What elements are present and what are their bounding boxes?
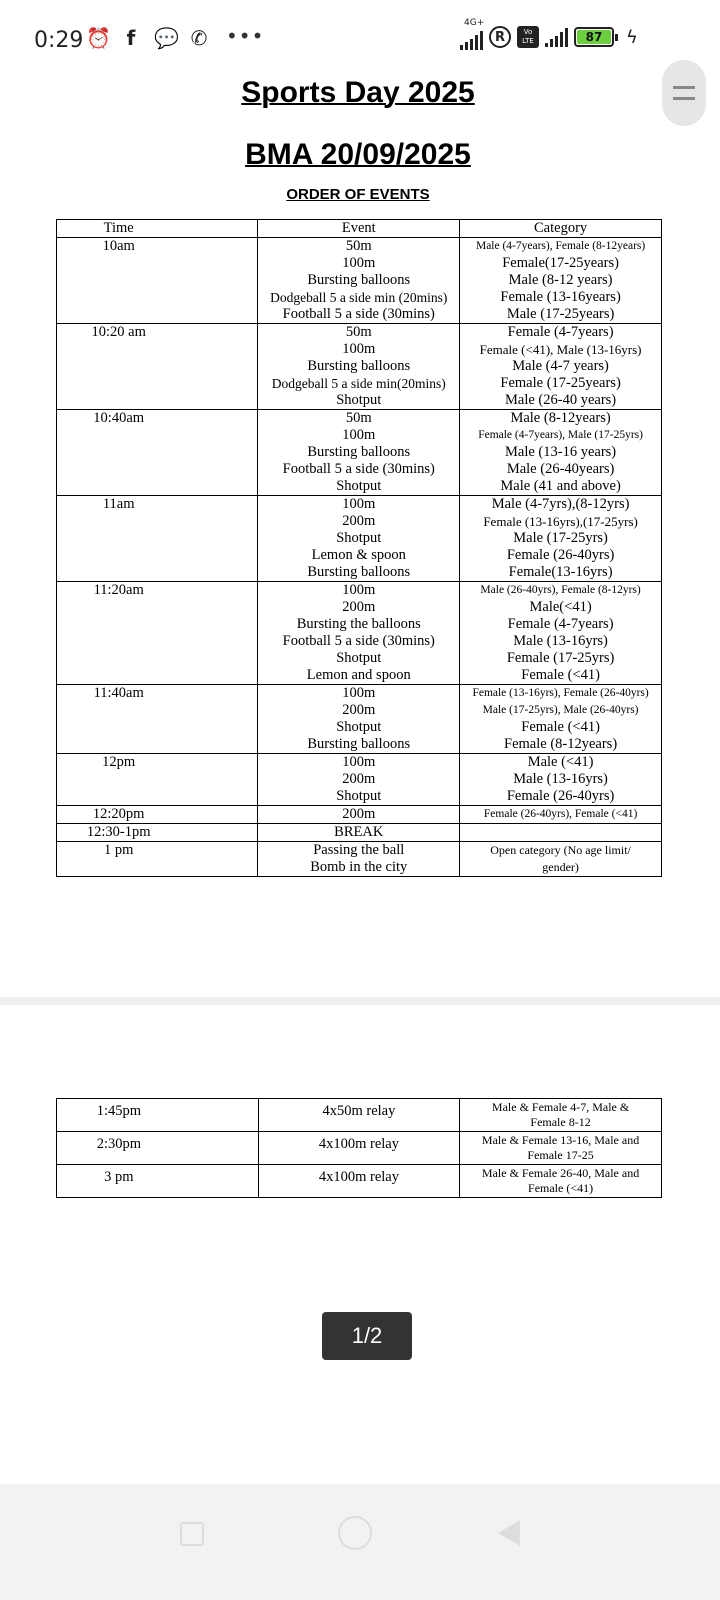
- row-categories: [460, 842, 662, 877]
- event-name: Bomb in the city: [310, 859, 408, 875]
- row-categories: [460, 496, 662, 582]
- table-row: [57, 1132, 662, 1165]
- category-label: Female(13-16yrs): [508, 564, 613, 580]
- more-dots-icon: •••: [226, 24, 265, 48]
- category-label: Male (4-7years), Female (8-12years): [475, 240, 646, 252]
- category-label: Female (17-25yrs): [506, 650, 615, 666]
- category-label: Female 17-25: [527, 1148, 594, 1162]
- category-label: Female (4-7years): [507, 324, 614, 340]
- volte-icon: Vo LTE: [517, 26, 539, 48]
- page-separator: [0, 997, 720, 1005]
- battery-level: 87: [577, 30, 611, 44]
- event-name: Bursting balloons: [307, 564, 411, 580]
- messenger-icon: 💬: [154, 26, 179, 50]
- category-label: Male (26-40years): [506, 461, 615, 477]
- event-name: Bursting balloons: [307, 272, 411, 288]
- event-name: 200m: [342, 702, 376, 718]
- row-event: 4x100m relay: [258, 1132, 459, 1165]
- event-name: Passing the ball: [313, 842, 405, 858]
- row-events: [258, 824, 460, 842]
- category-label: Male (4-7yrs),(8-12yrs): [491, 496, 630, 512]
- category-label: Male (8-12years): [510, 410, 611, 426]
- event-name: Lemon & spoon: [311, 547, 406, 563]
- event-name: 50m: [345, 324, 372, 340]
- row-events: [258, 410, 460, 496]
- row-categories: [460, 582, 662, 685]
- row-events: [258, 582, 460, 685]
- row-categories: [460, 410, 662, 496]
- page-indicator: 1/2: [322, 1312, 412, 1360]
- row-categories: [460, 685, 662, 754]
- row-events: [258, 238, 460, 324]
- table-row: [57, 1165, 662, 1198]
- row-time: 11:40am: [57, 685, 258, 754]
- category-label: Female (13-16years): [500, 289, 621, 305]
- row-categories: [460, 824, 662, 842]
- row-time: 11am: [57, 496, 258, 582]
- recent-apps-icon[interactable]: [180, 1522, 204, 1546]
- table-row: [57, 410, 662, 496]
- event-name: Dodgeball 5 a side min(20mins): [271, 376, 446, 391]
- row-time: 2:30pm: [57, 1132, 259, 1165]
- row-categories: [460, 324, 662, 410]
- category-label: gender): [542, 860, 579, 874]
- table-header-row: [57, 220, 662, 238]
- back-icon[interactable]: [498, 1520, 520, 1546]
- category-label: Female (4-7years): [507, 616, 614, 632]
- event-name: 50m: [345, 238, 372, 254]
- row-events: [258, 324, 460, 410]
- row-events: [258, 754, 460, 806]
- category-label: Female (4-7years), Male (17-25yrs): [478, 429, 643, 441]
- row-events: [258, 496, 460, 582]
- event-name: 50m: [345, 410, 372, 426]
- event-name: Football 5 a side (30mins): [282, 461, 435, 477]
- table-row: [57, 1099, 662, 1132]
- notification-icons: [86, 26, 210, 50]
- row-event: 4x50m relay: [258, 1099, 459, 1132]
- row-time: 1 pm: [57, 842, 258, 877]
- battery-icon: [574, 27, 614, 47]
- category-label: Male(<41): [529, 599, 592, 615]
- schedule-table: [56, 219, 662, 877]
- event-name: Football 5 a side (30mins): [282, 633, 435, 649]
- table-row: [57, 842, 662, 877]
- table-row: [57, 806, 662, 824]
- category-label: Male (26-40 years): [505, 392, 617, 408]
- event-name: 100m: [342, 496, 376, 512]
- category-label: Male (17-25years): [506, 306, 615, 322]
- table-row: [57, 754, 662, 806]
- row-time: 12pm: [57, 754, 258, 806]
- row-time: 11:20am: [57, 582, 258, 685]
- row-category: [460, 1099, 662, 1132]
- event-name: BREAK: [334, 824, 384, 840]
- roaming-icon: R: [489, 26, 511, 48]
- row-categories: [460, 754, 662, 806]
- category-label: Female (26-40yrs), Female (<41): [483, 808, 638, 820]
- row-time: 1:45pm: [57, 1099, 259, 1132]
- category-label: Male (17-25yrs): [513, 530, 608, 546]
- row-events: [258, 842, 460, 877]
- row-time: 10:40am: [57, 410, 258, 496]
- event-name: 100m: [342, 255, 376, 271]
- event-name: Shotput: [336, 392, 382, 408]
- category-label: Female (<41): [521, 719, 600, 735]
- row-time: 12:20pm: [57, 806, 258, 824]
- event-name: 200m: [342, 806, 376, 822]
- row-events: [258, 685, 460, 754]
- status-time: 0:29: [34, 28, 84, 53]
- facebook-icon: f: [126, 26, 136, 50]
- table-row: [57, 496, 662, 582]
- event-name: 200m: [342, 771, 376, 787]
- event-name: Bursting balloons: [307, 736, 411, 752]
- order-of-events-heading: ORDER OF EVENTS: [286, 186, 430, 203]
- category-label: Female (26-40yrs): [506, 788, 615, 804]
- row-categories: [460, 806, 662, 824]
- category-label: Male (41 and above): [500, 478, 621, 494]
- row-category: [460, 1165, 662, 1198]
- category-label: Male (4-7 years): [512, 358, 609, 374]
- row-time: 10:20 am: [57, 324, 258, 410]
- category-label: Female (26-40yrs): [506, 547, 615, 563]
- category-label: Male (8-12 years): [508, 272, 613, 288]
- charging-icon: ϟ: [626, 26, 638, 48]
- table-row: [57, 238, 662, 324]
- table-row: [57, 824, 662, 842]
- alarm-icon: ⏰: [86, 26, 111, 50]
- header-event: Event: [258, 220, 460, 238]
- category-label: Female 8-12: [530, 1115, 591, 1129]
- event-name: 200m: [342, 599, 376, 615]
- event-name: Shotput: [336, 530, 382, 546]
- whatsapp-icon: ✆: [190, 26, 208, 50]
- event-name: Lemon and spoon: [306, 667, 411, 683]
- category-label: Female (13-16yrs), Female (26-40yrs): [472, 687, 649, 699]
- home-icon[interactable]: [338, 1516, 372, 1550]
- event-name: Dodgeball 5 a side min (20mins): [270, 290, 448, 305]
- category-label: Male (13-16yrs): [513, 633, 608, 649]
- event-name: Bursting the balloons: [296, 616, 421, 632]
- header-category: Category: [460, 220, 662, 238]
- category-label: Male (13-16 years): [505, 444, 617, 460]
- event-name: Bursting balloons: [307, 444, 411, 460]
- row-categories: [460, 238, 662, 324]
- category-label: Female (17-25years): [500, 375, 621, 391]
- table-row: [57, 582, 662, 685]
- system-icons: [460, 18, 638, 52]
- event-name: Shotput: [336, 478, 382, 494]
- event-name: 100m: [342, 685, 376, 701]
- row-time: 12:30-1pm: [57, 824, 258, 842]
- category-label: Male (17-25yrs), Male (26-40yrs): [482, 704, 639, 716]
- table-row: [57, 685, 662, 754]
- row-time: 10am: [57, 238, 258, 324]
- category-label: Male & Female 4-7, Male &: [491, 1100, 630, 1114]
- event-name: Shotput: [336, 650, 382, 666]
- document-subtitle: BMA 20/09/2025: [245, 138, 471, 171]
- header-time: Time: [57, 220, 258, 238]
- category-label: Male & Female 13-16, Male and: [481, 1133, 640, 1147]
- category-label: Female (<41): [521, 667, 600, 683]
- table-row: [57, 324, 662, 410]
- category-label: Male (13-16yrs): [513, 771, 608, 787]
- category-label: Female (<41), Male (13-16yrs): [479, 342, 642, 357]
- event-name: Bursting balloons: [307, 358, 411, 374]
- category-label: [463, 824, 658, 841]
- category-label: Female (13-16yrs),(17-25yrs): [483, 514, 638, 529]
- event-name: Shotput: [336, 719, 382, 735]
- relay-schedule-table: [56, 1098, 662, 1198]
- signal-icon: [545, 27, 568, 47]
- row-events: [258, 806, 460, 824]
- category-label: Open category (No age limit/: [490, 843, 631, 857]
- category-label: Male (26-40yrs), Female (8-12yrs): [480, 584, 641, 596]
- row-time: 3 pm: [57, 1165, 259, 1198]
- event-name: Football 5 a side (30mins): [282, 306, 435, 322]
- category-label: Female (8-12years): [504, 736, 618, 752]
- signal-icon: [460, 30, 483, 50]
- row-event: 4x100m relay: [258, 1165, 459, 1198]
- status-bar: [0, 0, 720, 80]
- event-name: 100m: [342, 427, 376, 443]
- document-title: Sports Day 2025: [241, 76, 475, 109]
- category-label: Female(17-25years): [502, 255, 619, 271]
- event-name: Shotput: [336, 788, 382, 804]
- event-name: 100m: [342, 341, 376, 357]
- row-category: [460, 1132, 662, 1165]
- category-label: Male (<41): [527, 754, 594, 770]
- network-type: 4G+: [464, 18, 485, 28]
- category-label: Female (<41): [528, 1181, 594, 1195]
- event-name: 200m: [342, 513, 376, 529]
- event-name: 100m: [342, 754, 376, 770]
- category-label: Male & Female 26-40, Male and: [481, 1166, 640, 1180]
- event-name: 100m: [342, 582, 376, 598]
